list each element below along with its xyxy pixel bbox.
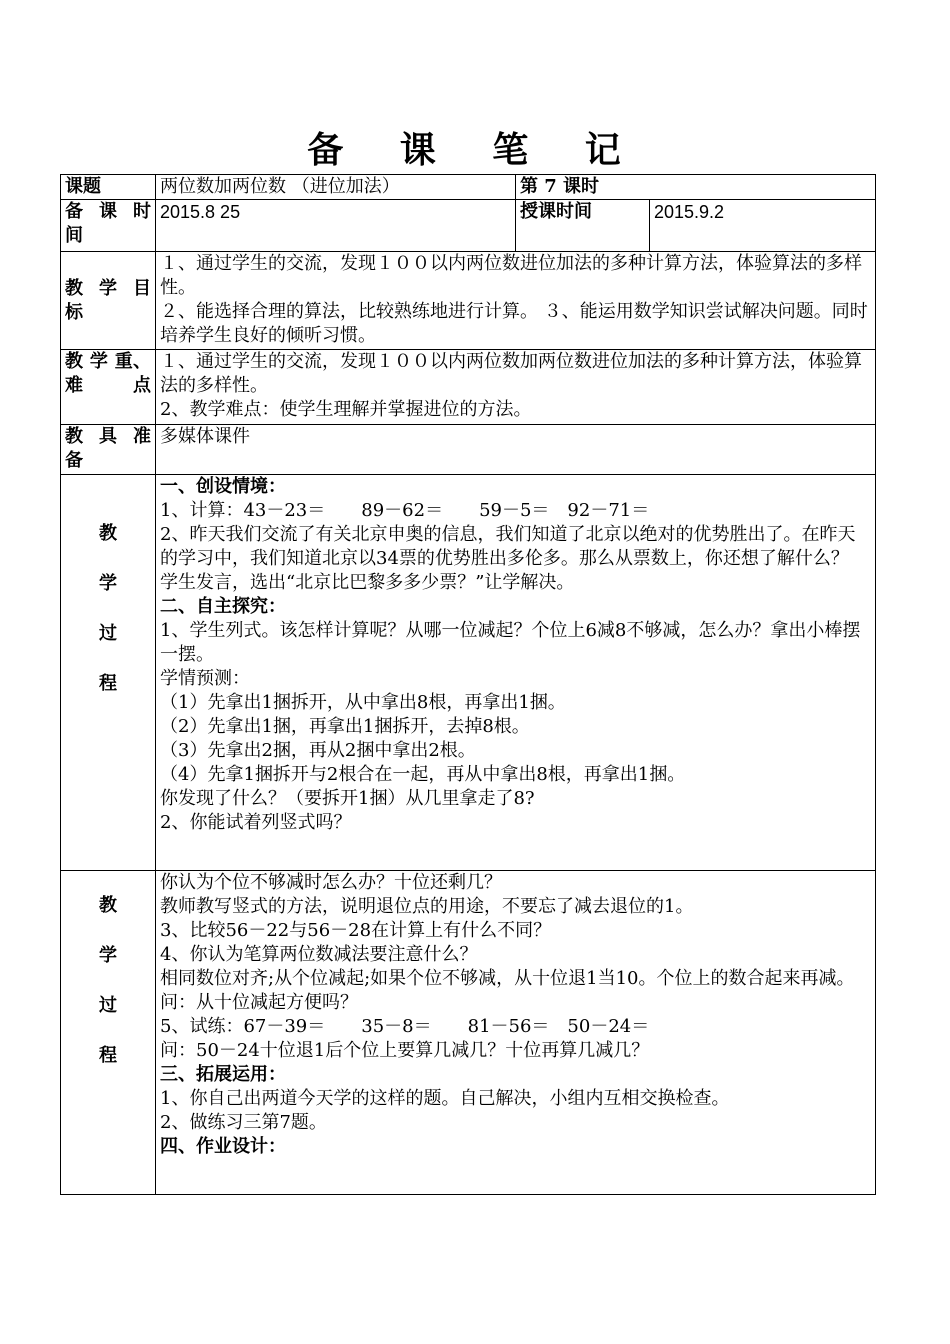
- process-line: 相同数位对齐;从个位减起;如果个位不够减，从十位退1当10。个位上的数合起来再减。: [160, 968, 855, 989]
- goal-line: ２、能选择合理的算法，比较熟练地进行计算。 ３、能运用数学知识尝试解决问题。同时培养学生良好的倾听习惯。: [160, 301, 868, 346]
- process-row-2: [61, 871, 876, 1195]
- process-label-1: [61, 475, 156, 871]
- process-line: 你认为个位不够减时怎么办？十位还剩几？: [160, 872, 502, 893]
- process-label-char: 过: [99, 623, 117, 644]
- process-line: 问：从十位减起方便吗？: [160, 992, 358, 1013]
- process-label-char: 过: [99, 995, 117, 1016]
- teach-time-value: 2015.9.2: [650, 200, 876, 252]
- goals-row: [61, 252, 876, 350]
- topic-row: [61, 175, 876, 200]
- process-line: 问：50－24十位退1后个位上要算几减几？十位再算几减几？: [160, 1040, 650, 1061]
- prep-time-label: 备 课 时 间: [61, 200, 156, 252]
- key-point-line: 2、教学难点：使学生理解并掌握进位的方法。: [160, 399, 532, 420]
- goals-content: [156, 252, 876, 350]
- materials-row: [61, 425, 876, 475]
- process-line: 学生发言，选出“北京比巴黎多多少票？”让学解决。: [160, 572, 575, 593]
- process-line: （4）先拿1捆拆开与2根合在一起，再从中拿出8根，再拿出1捆。: [160, 764, 686, 785]
- process-line: 2、做练习三第7题。: [160, 1112, 327, 1133]
- prep-time-value: 2015.8 25: [156, 200, 516, 252]
- key-points-row: [61, 350, 876, 425]
- time-row: [61, 200, 876, 252]
- lesson-plan-table: [60, 174, 876, 1195]
- page-title: 备 课 笔 记: [307, 129, 643, 171]
- topic-label: 课题: [61, 175, 156, 200]
- process-line: （2）先拿出1捆，再拿出1捆拆开，去掉8根。: [160, 716, 530, 737]
- process-label-char: 教: [99, 523, 117, 544]
- process-label-char: 教: [99, 895, 117, 916]
- section-heading: 四、作业设计：: [160, 1136, 286, 1157]
- process-line: 学情预测：: [160, 668, 250, 689]
- process-line: 1、你自己出两道今天学的这样的题。自己解决，小组内互相交换检查。: [160, 1088, 730, 1109]
- teach-time-label: 授课时间: [516, 200, 650, 252]
- key-points-label: 教 学 重、 难 点: [61, 350, 156, 425]
- process-content-1: [156, 475, 876, 871]
- process-label-char: 程: [99, 1045, 117, 1066]
- process-row-1: [61, 475, 876, 871]
- section-heading: 一、创设情境：: [160, 476, 286, 497]
- process-line: 教师教写竖式的方法，说明退位点的用途，不要忘了减去退位的1。: [160, 896, 694, 917]
- process-line: 1、计算：43－23＝ 89－62＝ 59－5＝ 92－71＝: [160, 500, 650, 521]
- process-line: 2、你能试着列竖式吗？: [160, 812, 352, 833]
- goals-label: 教 学 目 标: [61, 252, 156, 350]
- process-line: （1）先拿出1捆拆开，从中拿出8根，再拿出1捆。: [160, 692, 566, 713]
- process-label-char: 学: [99, 945, 117, 966]
- section-heading: 二、自主探究：: [160, 596, 286, 617]
- process-line: 3、比较56－22与56－28在计算上有什么不同？: [160, 920, 552, 941]
- process-line: 4、你认为笔算两位数减法要注意什么？: [160, 944, 478, 965]
- goal-line: １、通过学生的交流，发现１００以内两位数进位加法的多种计算方法，体验算法的多样性。: [160, 253, 862, 298]
- materials-label: 教 具 准 备: [61, 425, 156, 475]
- key-points-content: [156, 350, 876, 425]
- process-line: 你发现了什么？（要拆开1捆）从几里拿走了8?: [160, 788, 535, 809]
- section-heading: 三、拓展运用：: [160, 1064, 286, 1085]
- process-line: 2、昨天我们交流了有关北京申奥的信息，我们知道了北京以绝对的优势胜出了。在昨天的学习中，我们知道北京以34票的优势胜出多伦多。那么从票数上，你还想了解什么？: [160, 524, 856, 569]
- lesson-number: 第 7 课时: [516, 175, 876, 200]
- process-label-char: 学: [99, 573, 117, 594]
- process-content-2: [156, 871, 876, 1195]
- process-label-2: [61, 871, 156, 1195]
- process-line: 1、学生列式。该怎样计算呢？从哪一位减起？个位上6减8不够减，怎么办？拿出小棒摆一摆。: [160, 620, 861, 665]
- key-point-line: １、通过学生的交流，发现１００以内两位数加两位数进位加法的多种计算方法，体验算法的多样性。: [160, 351, 862, 396]
- process-line: （3）先拿出2捆，再从2捆中拿出2根。: [160, 740, 476, 761]
- process-line: 5、试练：67－39＝ 35－8＝ 81－56＝ 50－24＝: [160, 1016, 650, 1037]
- topic-value: 两位数加两位数 （进位加法）: [156, 175, 516, 200]
- materials-value: 多媒体课件: [156, 425, 876, 475]
- process-label-char: 程: [99, 673, 117, 694]
